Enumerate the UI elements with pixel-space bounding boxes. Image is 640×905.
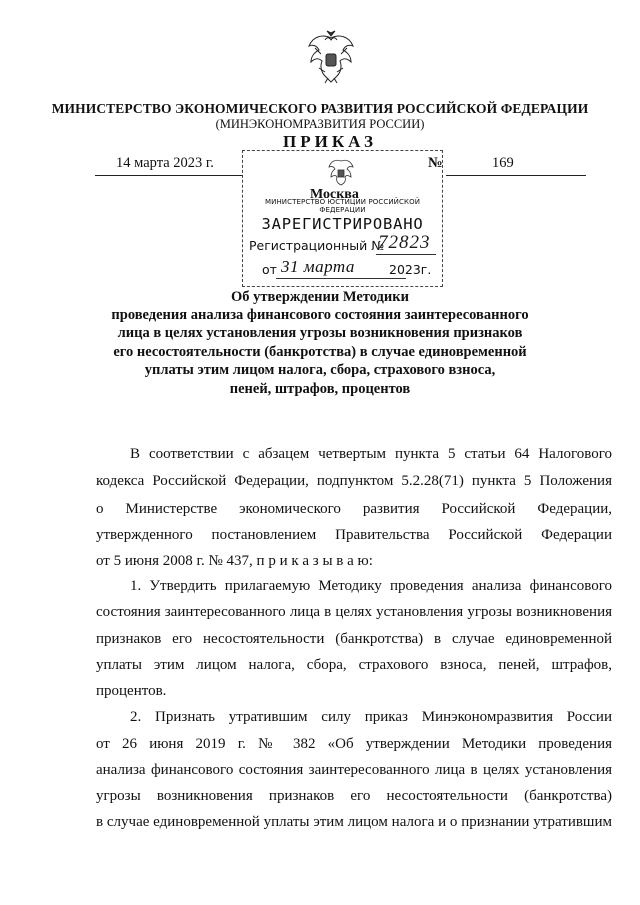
stamp-date-underline xyxy=(276,278,406,279)
document-title-line: лица в целях установления угрозы возникновения признаков xyxy=(117,325,523,341)
ministry-name: МИНИСТЕРСТВО ЭКОНОМИЧЕСКОГО РАЗВИТИЯ РОССИЙСКОЙ ФЕДЕРАЦИИ xyxy=(51,101,589,116)
document-title-line: уплаты этим лицом налога, сбора, страхового взноса, xyxy=(144,362,496,378)
body-line: процентов. xyxy=(96,683,167,699)
body-line: от 5 июня 2008 г. № 437, п р и к а з ы в а ю: xyxy=(96,553,373,569)
body-line: анализа финансового состояния заинтересованного лица в целях установления xyxy=(96,762,612,778)
stamp-city: Москва xyxy=(310,187,359,202)
order-number-label: № xyxy=(428,155,443,171)
stamp-regnum-underline xyxy=(376,254,436,255)
body-line: уплаты этим лицом налога, сбора, страхового взноса, пеней, штрафов, xyxy=(96,657,612,673)
ministry-short-name: (МИНЭКОНОМРАЗВИТИЯ РОССИИ) xyxy=(215,117,425,131)
body-line: о Министерстве экономического развития Российской Федерации, xyxy=(96,501,612,517)
order-number: 169 xyxy=(492,155,514,171)
stamp-year: 2023г. xyxy=(389,262,432,277)
stamp-ministry: МИНИСТЕРСТВО ЮСТИЦИИ РОССИЙСКОЙ ФЕДЕРАЦИИ xyxy=(264,198,421,214)
stamp-emblem-icon xyxy=(327,157,355,187)
body-line: В соответствии с абзацем четвертым пункта 5 статьи 64 Налогового xyxy=(130,446,612,462)
body-line: состояния заинтересованного лица в целях установления угрозы возникновения xyxy=(96,604,612,620)
coat-of-arms-icon xyxy=(305,28,357,86)
stamp-registered: ЗАРЕГИСТРИРОВАНО xyxy=(261,215,424,233)
stamp-registration-number: 72823 xyxy=(378,232,431,253)
number-underline xyxy=(446,175,586,176)
document-title-line: Об утверждении Методики xyxy=(231,289,409,305)
document-title-line: его несостоятельности (банкротства) в случае единовременной xyxy=(113,344,527,360)
date-underline xyxy=(95,175,242,176)
body-line: утвержденного постановлением Правительства Российской Федерации xyxy=(96,527,612,543)
stamp-from-label: от xyxy=(262,262,277,277)
stamp-registration-number-label: Регистрационный № xyxy=(249,238,385,253)
body-line: от 26 июня 2019 г. № 382 «Об утверждении Методики проведения xyxy=(96,736,612,752)
body-line: признаков его несостоятельности (банкротства) в случае единовременной xyxy=(96,631,612,647)
body-line: кодекса Российской Федерации, подпунктом 5.2.28(71) пункта 5 Положения xyxy=(96,473,612,489)
document-title-line: пеней, штрафов, процентов xyxy=(229,381,411,397)
order-title: ПРИКАЗ xyxy=(283,132,377,151)
order-date: 14 марта 2023 г. xyxy=(116,155,214,171)
body-line: 1. Утвердить прилагаемую Методику проведения анализа финансового xyxy=(130,578,612,594)
body-line: 2. Признать утратившим силу приказ Минэкономразвития России xyxy=(130,709,612,725)
stamp-date: 31 марта xyxy=(281,257,355,276)
document-title-line: проведения анализа финансового состояния заинтересованного xyxy=(111,307,529,323)
body-line: угрозы возникновения признаков его несостоятельности (банкротства) xyxy=(96,788,612,804)
body-line: в случае единовременной уплаты этим лицом налога и о признании утратившим xyxy=(96,814,612,830)
